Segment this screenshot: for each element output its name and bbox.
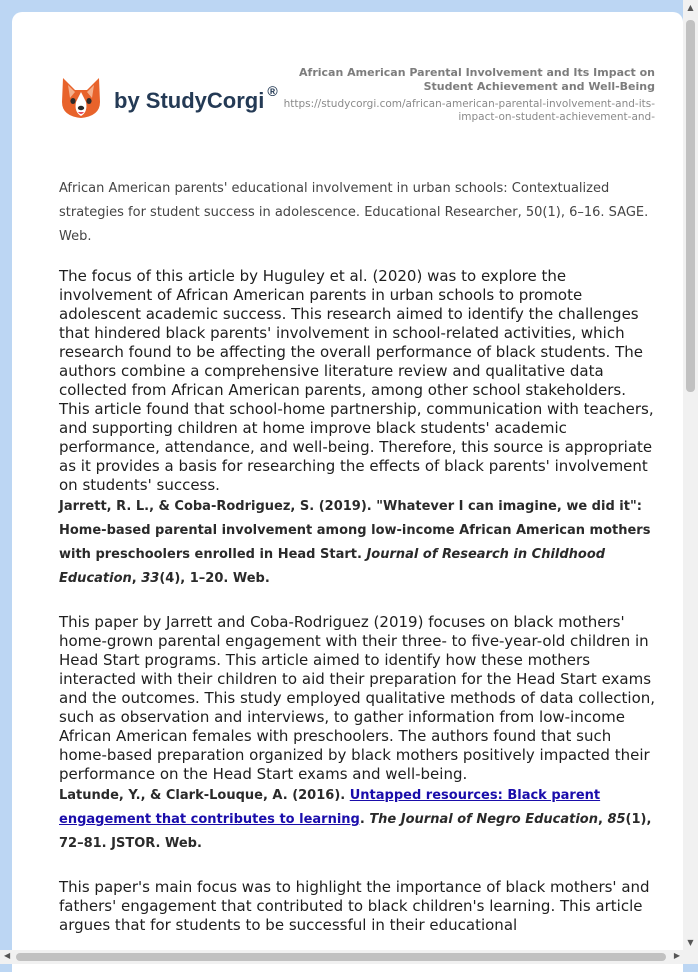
document-page [12, 12, 683, 972]
reference-huguley: African American parents' educational involvement in urban schools: Contextualized strategies for student success in adolescence. Educational Researcher, 50(1), 6–16. SAGE. Web. [59, 181, 649, 244]
reference-latunde-link[interactable]: Untapped resources: Black parent engagement that contributes to learning [59, 788, 601, 827]
reference-latunde-volume: 85 [607, 812, 626, 827]
horizontal-scrollbar[interactable] [0, 950, 698, 964]
reference-latunde-sep: , [597, 812, 608, 827]
brand-name [114, 83, 278, 114]
vertical-scroll-thumb[interactable] [686, 20, 695, 392]
scroll-left-icon[interactable]: ◀ [4, 951, 11, 960]
studycorgi-logo[interactable] [60, 76, 278, 120]
document-title: African American Parental Involvement and Its Impact on Student Achievement and Well-Being [299, 66, 655, 93]
reference-latunde-pages: (1), 72–81. JSTOR. Web. [59, 812, 652, 851]
reference-jarrett-volume: 33 [141, 571, 160, 586]
reference-latunde-text: Latunde, Y., & Clark-Louque, A. (2016). [59, 788, 350, 803]
scroll-down-icon[interactable]: ▼ [687, 938, 694, 947]
reference-jarrett [59, 495, 659, 591]
horizontal-scroll-thumb[interactable] [16, 953, 666, 961]
paragraph-huguley-summary: The focus of this article by Huguley et al. (2020) was to explore the involvement of African American parents in urban schools to promote adolescent academic success. This research aimed to identify the challenges that hindered black parents' involvement in school-related activities, which research found to be affecting the overall performance of black students. The authors combine a comprehensive literature review and qualitative data collected from African American parents, among other school stakeholders. This article found that school-home partnership, communication with teachers, and supporting children at home improve black students' academic performance, attendance, and well-being. Therefore, this source is appropriate as it provides a basis for researching the effects of black parents' involvement on students' success. [59, 267, 654, 494]
paragraph-jarrett-summary: This paper by Jarrett and Coba-Rodriguez (2019) focuses on black mothers' home-grown parental engagement with their three- to five-year-old children in Head Start programs. This article aimed to identify how these mothers interacted with their children to aid their preparation for the Head Start exams and the outcomes. This study employed qualitative methods of data collection, such as observation and interviews, to gather information from low-income African American females with preschoolers. The authors found that such home-based preparation organized by black mothers positively impacted their performance on the Head Start exams and well-being. [59, 613, 656, 783]
document-url[interactable]: https://studycorgi.com/african-american-parental-involvement-and-its-impact-on-student-achievement-and- [283, 98, 655, 123]
document-body [59, 177, 659, 935]
reference-latunde-dot: . [359, 812, 370, 827]
paragraph-latunde-summary: This paper's main focus was to highlight the importance of black mothers' and fathers' engagement that contributed to black children's learning. This article argues that for students to be successful in their educational [59, 878, 650, 934]
reference-jarrett-sep: , [131, 571, 142, 586]
document-header [275, 66, 655, 124]
scroll-right-icon[interactable]: ▶ [673, 951, 680, 960]
registered-mark: ® [267, 83, 278, 99]
scroll-up-icon[interactable]: ▲ [687, 3, 694, 12]
brand-text: by StudyCorgi [114, 88, 265, 113]
reference-jarrett-text: Jarrett, R. L., & Coba-Rodriguez, S. (2019). "Whatever I can imagine, we did it": Home-based parental involvement among low-income African American mothers with preschoolers enrolled in Head Start. [59, 499, 651, 562]
reference-jarrett-pages: (4), 1–20. Web. [159, 571, 270, 586]
vertical-scrollbar[interactable] [683, 0, 698, 950]
reference-jarrett-journal: Journal of Research in Childhood Education [59, 547, 606, 586]
reference-latunde-journal: The Journal of Negro Education [369, 812, 598, 827]
corgi-icon [60, 76, 102, 120]
reference-latunde [59, 784, 659, 856]
